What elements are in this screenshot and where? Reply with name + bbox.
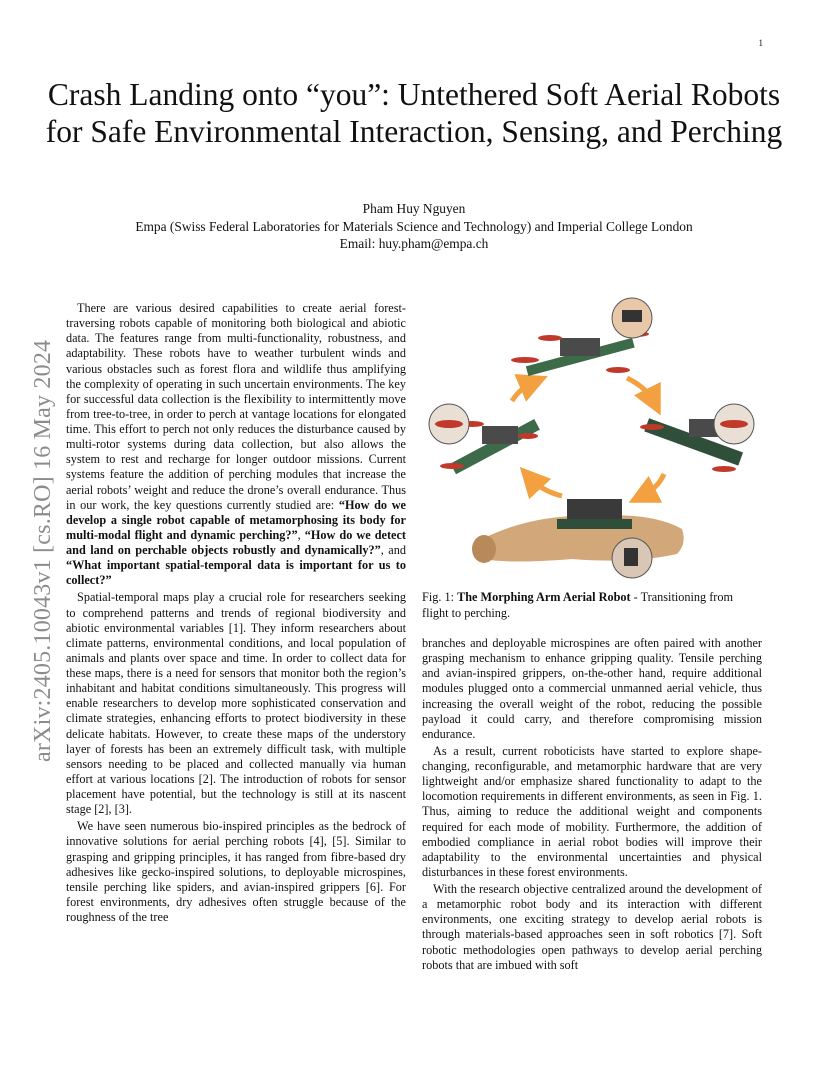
right-paragraph-3: With the research objective centralized around the development of a metamorphic robot body and its interaction with different environments, one exciting strategy to develop aerial robots is through materials-based approaches seen in soft robotics [7]. Soft robotic methodologies open pathways to develop aerial perching robots that are imbued with soft (422, 882, 762, 972)
transition-arrow (530, 478, 562, 496)
right-column (422, 636, 762, 973)
figure-title: The Morphing Arm Aerial Robot (457, 590, 631, 604)
research-question-2: “How do we detect and land on perchable objects robustly and dynamically?” (66, 527, 406, 557)
left-paragraph-2: Spatial-temporal maps play a crucial role for researchers seeking to comprehend patterns and trends of regional biodiversity and abiotic environmental variables [1]. They inform researchers about climate patterns, environmental conditions, and local population of animals and plants over space and time. In order to collect data for these maps, there is a need for sensors that monitor both the region’s inhabitant and habitat conditions simultaneously. This progress will enable researchers to develop more sophisticated conservation and climate strategies, enhancing efforts to protect biodiversity in these delicate habitats. However, to create these maps of the understory layer of forests has been an extremely difficult task, with multiple sensors needing to be placed and collected manually via human effort at various locations [2]. The introduction of robots for sensor placement have potential, but the technology is still at its nascent stage [2], [3]. (66, 590, 406, 817)
left-column (66, 301, 406, 925)
figure-caption (422, 590, 762, 621)
morphing-robot-illustration (422, 296, 762, 582)
left-paragraph-3: We have seen numerous bio-inspired principles as the bedrock of innovative solutions for aerial perching robots [4], [5]. Similar to grasping and gripping principles, it has ranged from fibre-based dry adhesives like gecko-inspired solutions, to deployable microspines, tensile perching like spiders, and avian-inspired grippers [6]. For forest environments, dry adhesives often struggle because of the roughness of the tree (66, 819, 406, 924)
figure-1 (422, 296, 762, 582)
research-question-1: “How do we develop a single robot capable of metamorphosing its body for multi-modal flight and dynamic perching?” (66, 497, 406, 542)
figure-caption-text: - Transitioning from flight to perching. (422, 590, 734, 620)
arxiv-stamp (16, 262, 56, 762)
transition-arrow (627, 378, 654, 402)
right-paragraph-2: As a result, current roboticists have started to explore shape-changing, reconfigurable, and metamorphic hardware that are very lightweight and/or emphasize shared functionality to adapt to the locomotion requirements in different environments, as seen in Fig. 1. Thus, aiming to reduce the additional weight and components required for each mode of mobility. Furthermore, the addition of embodied compliance in aerial robot bodies will improve their adaptability to the environmental uncertainties and physical disturbances in these forest environments. (422, 743, 762, 879)
left-paragraph-1: There are various desired capabilities to create aerial forest-traversing robots capable of monitoring both biological and abiotic data. The features range from multi-functionality, robustness, and adaptability. These robots have to weather turbulent winds and various obstacles such as forest flora and wildlife thus amplifying the complexity of operating in such uncertain environments. The key for successful data collection is the flexibility to intermittently move from tree-to-tree, in order to perch at vantage locations for elongated time. This effort to perch not only reduces the disturbance caused by multi-rotor systems during data collection, but also allows the system to rest and recharge for longer outdoor missions. Current systems feature the addition of perching modules that increase the aerial robots’ weight and reduce the drone’s overall endurance. Thus in our work, the key questions currently studied are: “How do we develop a single robot capable of metamorphosing its body for multi-modal flight and dynamic perching?”, “How do we detect and land on perchable objects robustly and dynamically?”, and “What important spatial-temporal data is important for us to collect?” (66, 301, 406, 588)
author-name: Pham Huy Nguyen (362, 201, 466, 216)
author-email: Email: huy.pham@empa.ch (339, 236, 489, 251)
page-number: 1 (758, 38, 763, 48)
transition-arrow (512, 382, 534, 401)
figure-label: Fig. 1: (422, 590, 458, 604)
author-affiliation: Empa (Swiss Federal Laboratories for Materials Science and Technology) and Imperial College London (135, 219, 693, 234)
research-question-3: “What important spatial-temporal data is important for us to collect?” (66, 558, 406, 588)
arxiv-stamp-text: arXiv:2405.10043v1 [cs.RO] 16 May 2024 (30, 339, 56, 762)
transition-arrow (642, 474, 664, 496)
right-paragraph-1: branches and deployable microspines are often paired with another grasping mechanism to enhance gripping quality. Tensile perching and avian-inspired grippers, on-the-other hand, require additional modules plugged onto a commercial unmanned aerial vehicle, thus increasing the overall weight of the robot, reducing the possible payload it could carry, and therefore compromising mission endurance. (422, 636, 762, 741)
paper-title: Crash Landing onto “you”: Untethered Soft Aerial Robots for Safe Environmental Interaction, Sensing, and Perching (45, 77, 783, 149)
